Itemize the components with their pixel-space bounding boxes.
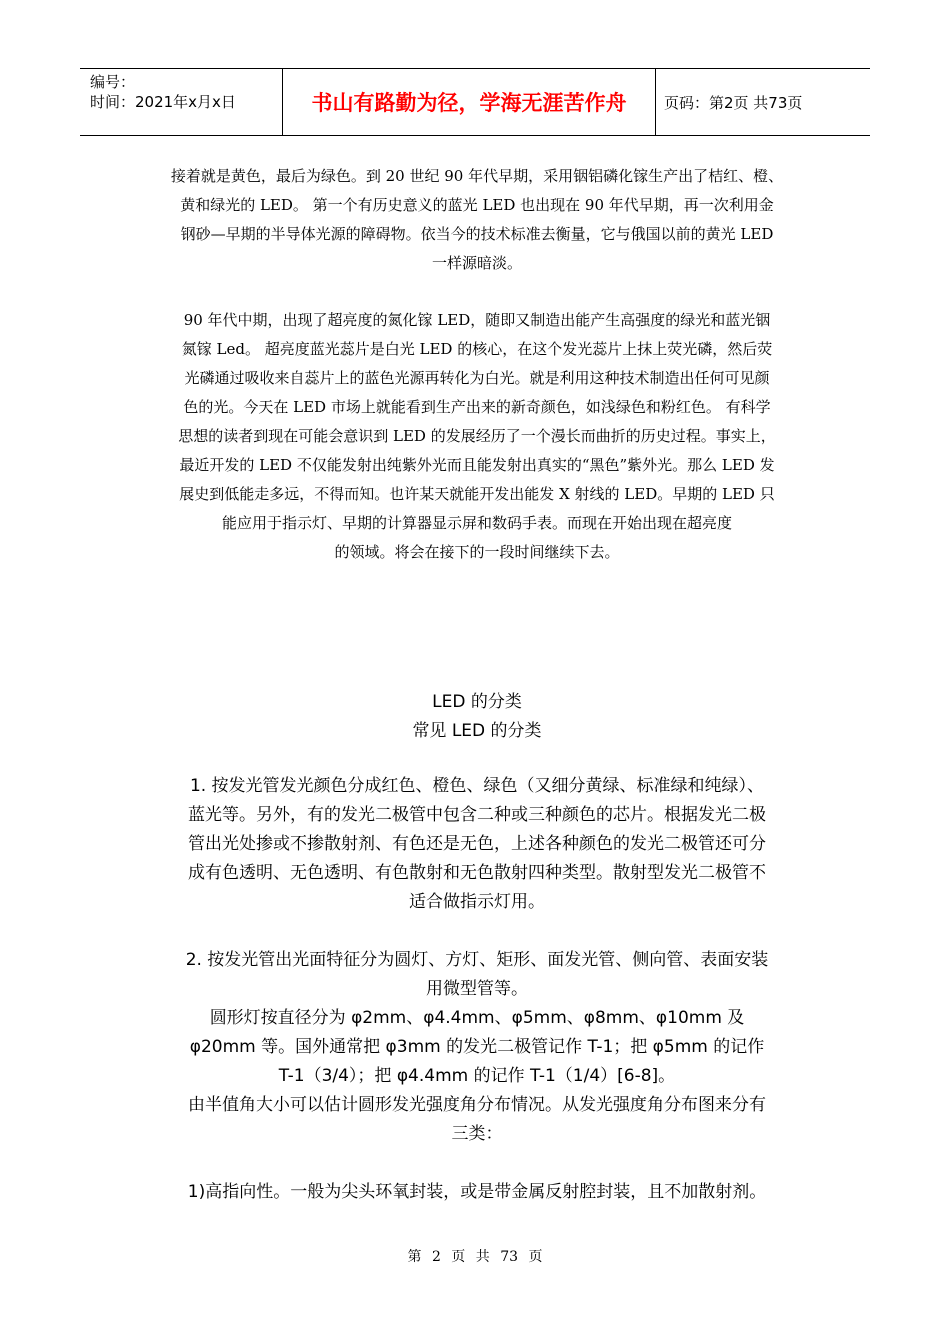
paragraph-line: 适合做指示灯用。 bbox=[409, 892, 545, 912]
paragraph-line: 光磷通过吸收来自蕊片上的蓝色光源再转化为白光。就是利用这种技术制造出任何可见颜 bbox=[184, 369, 770, 387]
paragraph-line: 成有色透明、无色透明、有色散射和无色散射四种类型。散射型发光二极管不 bbox=[188, 863, 766, 883]
classification-item-2 bbox=[142, 946, 812, 1149]
paragraph-history-2 bbox=[142, 306, 812, 567]
paragraph-line: 思想的读者到现在可能会意识到 LED 的发展经历了一个漫长而曲折的历史过程。事实上， bbox=[178, 427, 776, 445]
paragraph-history-1 bbox=[142, 162, 812, 278]
paragraph-line: 钢砂—早期的半导体光源的障碍物。依当今的技术标准去衡量，它与俄国以前的黄光 LED bbox=[180, 225, 774, 243]
paragraph-line: 一样源暗淡。 bbox=[431, 254, 522, 272]
section-subtitle: 常见 LED 的分类 bbox=[412, 721, 542, 741]
paragraph-line: 的领域。将会在接下的一段时间继续下去。 bbox=[334, 543, 620, 561]
paragraph-line: 1. 按发光管发光颜色分成红色、橙色、绿色（又细分黄绿、标准绿和纯绿）、 bbox=[189, 776, 765, 796]
header-motto: 书山有路勤为径，学海无涯苦作舟 bbox=[282, 69, 656, 135]
page-header bbox=[80, 68, 870, 136]
paragraph-line: 管出光处掺或不掺散射剂、有色还是无色，上述各种颜色的发光二极管还可分 bbox=[188, 834, 766, 854]
paragraph-line: 黄和绿光的 LED。 第一个有历史意义的蓝光 LED 也出现在 90 年代早期，再一次利用金 bbox=[180, 196, 774, 214]
paragraph-line: 用微型管等。 bbox=[426, 979, 528, 999]
section-title: LED 的分类 bbox=[432, 692, 522, 712]
page-footer: 第 2 页 共 73 页 bbox=[407, 1249, 543, 1265]
paragraph-line: φ20mm 等。国外通常把 φ3mm 的发光二极管记作 T-1；把 φ5mm 的记作 bbox=[189, 1037, 765, 1057]
paragraph-line: 2. 按发光管出光面特征分为圆灯、方灯、矩形、面发光管、侧向管、表面安装 bbox=[185, 950, 769, 970]
document-number-label: 编号： bbox=[90, 73, 136, 91]
paragraph-line: 蓝光等。另外，有的发光二极管中包含二种或三种颜色的芯片。根据发光二极 bbox=[188, 805, 766, 825]
paragraph-line: 由半值角大小可以估计圆形发光强度角分布情况。从发光强度角分布图来分有 bbox=[188, 1095, 766, 1115]
paragraph-line: 接着就是黄色，最后为绿色。到 20 世纪 90 年代早期，采用铟铝磷化镓生产出了桔红、橙、 bbox=[170, 167, 784, 185]
paragraph-line: 三类： bbox=[451, 1124, 503, 1144]
paragraph-line: 1)高指向性。一般为尖头环氧封装，或是带金属反射腔封装，且不加散射剂。 bbox=[187, 1182, 767, 1202]
paragraph-line: 氮镓 Led。 超亮度蓝光蕊片是白光 LED 的核心，在这个发光蕊片上抹上荧光磷，然后荧 bbox=[181, 340, 773, 358]
paragraph-line: 90 年代中期，出现了超亮度的氮化镓 LED，随即又制造出能产生高强度的绿光和蓝光铟 bbox=[183, 311, 771, 329]
paragraph-line: 最近开发的 LED 不仅能发射出纯紫外光而且能发射出真实的“黑色”紫外光。那么 LED 发 bbox=[179, 456, 775, 474]
section-heading bbox=[142, 688, 812, 746]
classification-item-1 bbox=[142, 772, 812, 917]
paragraph-line: 色的光。今天在 LED 市场上就能看到生产出来的新奇颜色，如浅绿色和粉红色。 有科学 bbox=[183, 398, 771, 416]
paragraph-line: T-1（3/4）；把 φ4.4mm 的记作 T-1（1/4）[6-8]。 bbox=[278, 1066, 676, 1086]
paragraph-line: 圆形灯按直径分为 φ2mm、φ4.4mm、φ5mm、φ8mm、φ10mm 及 bbox=[209, 1008, 745, 1028]
header-page-info: 页码：第2页 共73页 bbox=[664, 93, 803, 112]
paragraph-line: 能应用于指示灯、早期的计算器显示屏和数码手表。而现在开始出现在超亮度 bbox=[221, 514, 732, 532]
header-meta bbox=[80, 69, 282, 135]
document-time-label: 时间：2021年x月x日 bbox=[90, 93, 236, 111]
paragraph-line: 展史到低能走多远，不得而知。也许某天就能开发出能发 X 射线的 LED。早期的 LED 只 bbox=[179, 485, 775, 503]
classification-item-3 bbox=[142, 1178, 812, 1207]
